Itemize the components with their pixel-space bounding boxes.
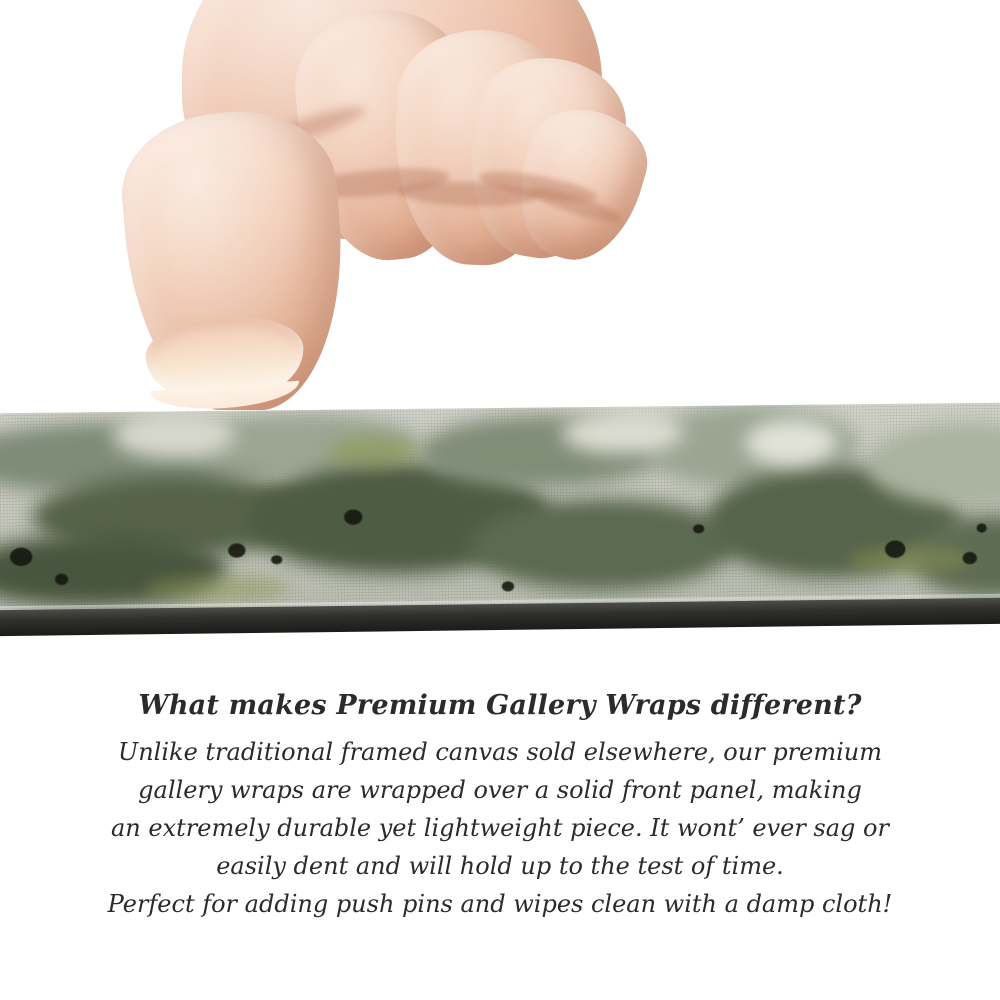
canvas-edge-artwork: [0, 403, 1000, 628]
hand-illustration: [0, 0, 1000, 410]
caption-line-1: Unlike traditional framed canvas sold elsewhere, our premium: [117, 738, 882, 766]
caption-line-3: an extremely durable yet lightweight piece. It wont’ ever sag or: [111, 814, 889, 842]
caption-line-5: Perfect for adding push pins and wipes clean with a damp cloth!: [107, 890, 893, 918]
caption-line-4: easily dent and will hold up to the test of time.: [216, 852, 784, 880]
caption-heading: What makes Premium Gallery Wraps different?: [138, 690, 862, 721]
caption-line-2: gallery wraps are wrapped over a solid front panel, making: [138, 776, 862, 804]
caption-block: [0, 690, 1000, 923]
